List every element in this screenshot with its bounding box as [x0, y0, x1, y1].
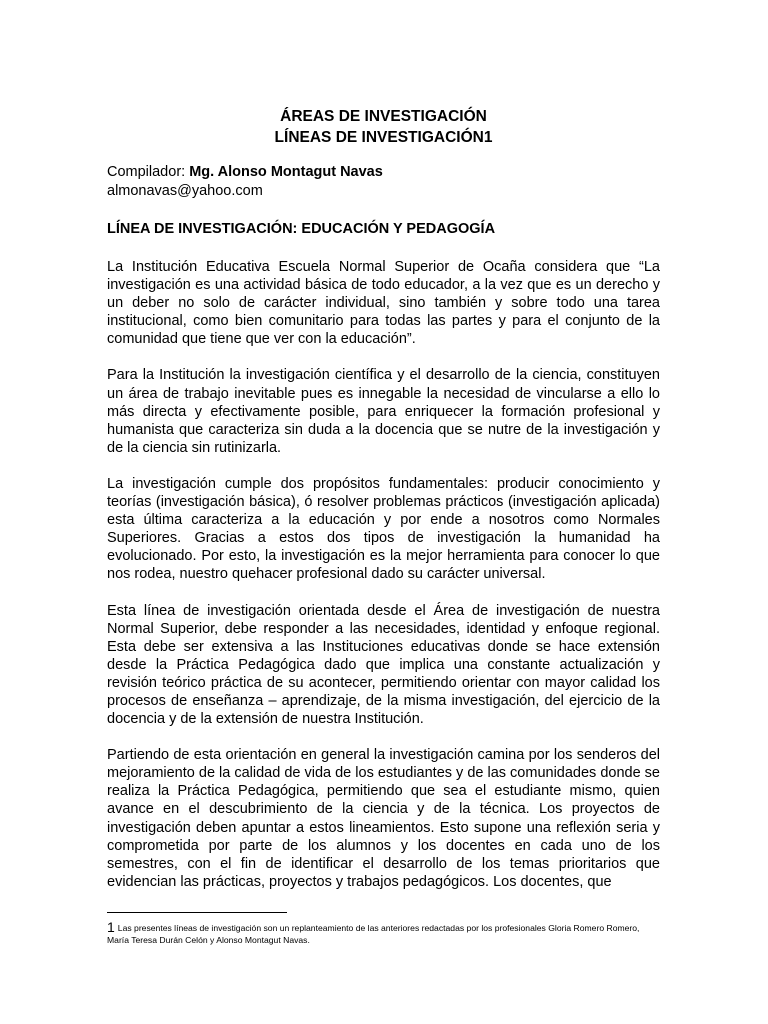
- paragraph-1: La Institución Educativa Escuela Normal Superior de Ocaña considera que “La investigación es una actividad básica de todo educador, a la vez que es un derecho y un deber no solo de carácter individual, sino también y sobre todo una tarea institucional, como bien comunitario para todas las partes y para el conjunto de la comunidad que tiene que ver con la educación”.: [107, 259, 660, 348]
- paragraph-5: Partiendo de esta orientación en general la investigación camina por los senderos del mejoramiento de la calidad de vida de los estudiantes y de las comunidades donde se realiza la Práctica Pedagógica, permitiendo que sea el estudiante mismo, quien avance en el descubrimiento de la ciencia y de la técnica. Los proyectos de investigación deben apuntar a estos lineamientos. Esto supone una reflexión seria y comprometida por parte de los alumnos y los docentes en cada uno de los semestres, con el fin de identificar el desarrollo de los temas prioritarios que evidencian las prácticas, proyectos y trabajos pedagógicos. Los docentes, que: [107, 747, 660, 890]
- document-title: [107, 106, 660, 148]
- footnote-mark: 1: [107, 919, 115, 935]
- footnote: [107, 921, 660, 946]
- title-line-areas: ÁREAS DE INVESTIGACIÓN: [280, 108, 487, 125]
- section-heading: LÍNEA DE INVESTIGACIÓN: EDUCACIÓN Y PEDAGOGÍA: [107, 221, 496, 237]
- paragraph-3: La investigación cumple dos propósitos fundamentales: producir conocimiento y teorías (investigación básica), ó resolver problemas prácticos (investigación aplicada) esta última caracteriza a la educación y por ende a nosotros como Normales Superiores. Gracias a estos dos tipos de investigación la humanidad ha evolucionado. Por esto, la investigación es la mejor herramienta para conocer lo que nos rodea, nuestro quehacer profesional dado su carácter universal.: [107, 475, 660, 583]
- title-line-lineas: LÍNEAS DE INVESTIGACIÓN1: [274, 129, 493, 146]
- paragraph-4: Esta línea de investigación orientada desde el Área de investigación de nuestra Normal Superior, debe responder a las necesidades, identidad y enfoque regional. Esta debe ser extensiva a las Instituciones educativas donde se hace extensión desde la Práctica Pedagógica dado que implica una constante actualización y revisión teórico práctica de su acontecer, permitiendo orientar con mayor calidad los procesos de enseñanza – aprendizaje, de la misma investigación, del ejercicio de la docencia y de la extensión de nuestra Institución.: [107, 602, 660, 728]
- footnote-text: Las presentes líneas de investigación son un replanteamiento de las anteriores redactadas por los profesionales Gloria Romero Romero, María Teresa Durán Celón y Alonso Montagut Navas.: [107, 923, 640, 945]
- compiler-name: Mg. Alonso Montagut Navas: [189, 164, 383, 180]
- compiler-label: Compilador:: [107, 164, 190, 180]
- paragraph-2: Para la Institución la investigación científica y el desarrollo de la ciencia, constituyen un área de trabajo inevitable pues es innegable la necesidad de vincularse a ello lo más directa y efectivamente posible, para enriquecer la formación profesional y humanista que caracteriza sin duda a la docencia que se nutre de la investigación y de la ciencia sin rutinizarla.: [107, 367, 660, 456]
- compiler-line: [107, 163, 660, 182]
- compiler-email: almonavas@yahoo.com: [107, 183, 263, 199]
- footnote-separator: [107, 912, 287, 913]
